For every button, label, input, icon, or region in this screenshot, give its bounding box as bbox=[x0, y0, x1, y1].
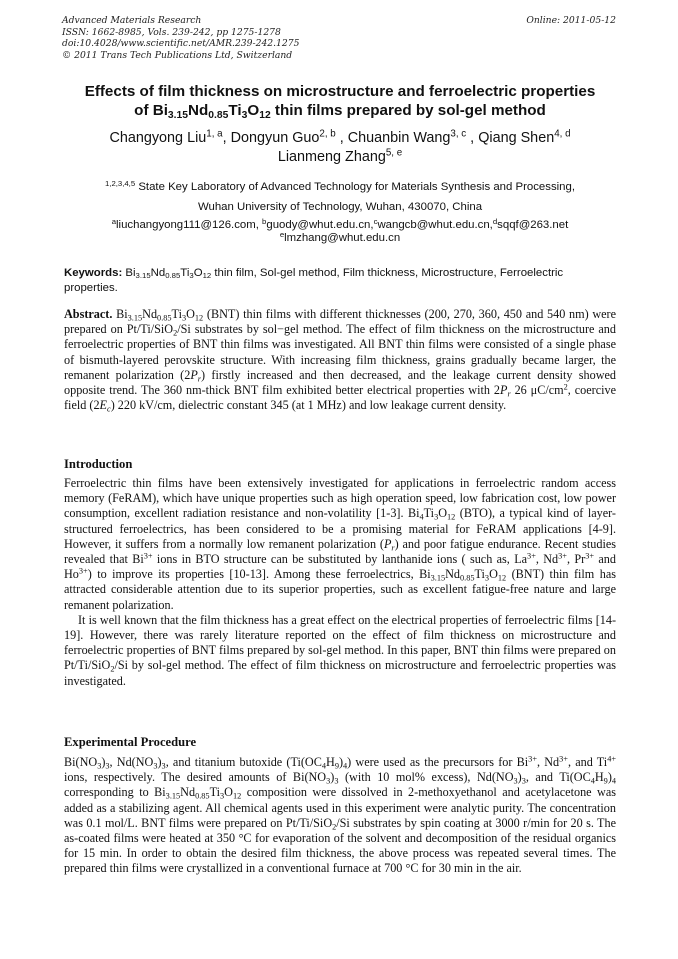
author-emails: $^a$liuchangyong111@126.com, $^b$guody@whut.edu.cn,$^c$wangcb@whut.edu.cn,$^d$sqqf@263.net $^e$lmzhang@whut.edu.cn bbox=[111, 216, 569, 244]
abstract: Abstract. $Bi_{3.15}Nd_{0.85}Ti_3O_{12}$ (BNT) thin films with different thicknesses (200, 270, 360, 450 and 540 nm) were prepared on Pt/Ti/SiO$_2$/Si substrates by sol−gel method. The effect of film thickness on the microstructure and ferroelectric properties of BNT thin films was investigated. All BNT thin films were consisted of a single phase of bismuth-layered perovskite structure. With increasing film thickness, grains gradually became larger, the remanent polarization $(2P_r)$ firstly increased and then decreased, and the leakage current density showed opposite trend. The 360 nm-thick BNT film exhibited better electrical properties with $2P_r$ 26 $\mu C/cm^2$, coercive field $(2E_c)$ 220 kV/cm, dielectric constant 345 (at 1 MHz) and low leakage current density. bbox=[64, 307, 617, 414]
author-list: Changyong Liu$^{1, a}$, Dongyun Guo$^{2, b}$ , Chuanbin Wang$^{3, c}$ , Qiang Shen$^{4, d}$ Lianmeng Zhang$^{5, e}$ bbox=[109, 128, 571, 165]
issn-line: ISSN: 1662-8985, Vols. 239-242, pp 1275-1278 bbox=[62, 26, 281, 38]
email-d: sqqf@263.net bbox=[497, 219, 569, 231]
paragraph: $Bi(NO_3)_3$, $Nd(NO_3)_3$, and titanium butoxide $(Ti(OC_4H_9)_4)$ were used as the precursors for $Bi^{3+}$, $Nd^{3+}$, and $Ti^{4+}$ ions, respectively. The desired amounts of $Bi(NO_3)_3$ (with 10 mol% excess), $Nd(NO_3)_3$, and $Ti(OC_4H_9)_4$ corresponding to $Bi_{3.15}Nd_{0.85}Ti_3O_{12}$ composition were dissolved in 2-methoxyethanol and acetylacetone was added as a stabilizing agent. All chemical agents used in this experiment were analytic purity. The concentration was 0.1 mol/L. BNT films were prepared on Pt/Ti/SiO$_2$/Si substrates by spin coating at 3000 r/min for 20 s. The as-coated films were heated at 350 °C for evaporation of the solvent and decomposition of the residual organics for 15 min. In order to obtain the desired film thickness, the above process was repeated several times. The prepared thin films were crystallized in a conventional furnace at 700 °C for 30 min in the air. bbox=[64, 754, 617, 876]
email-a: liuchangyong111@126.com, bbox=[116, 219, 263, 231]
doi-line: doi:10.4028/www.scientific.net/AMR.239-242.1275 bbox=[62, 38, 300, 49]
online-date: Online: 2011-05-12 bbox=[526, 15, 616, 26]
paragraph: Ferroelectric thin films have been extensively investigated for applications in ferroelectric random access memory (FeRAM), which have unique properties such as high operation speed, low fabrication cost, low power consumption, excellent radiation resistance and non-volatility [1-3]. $Bi_4Ti_3O_{12}$ (BTO), a typical kind of layer-structured ferroelectrics, has been considered to be a promising material for FeRAM applications [4-9]. However, it suffers from a normally low remanent polarization $(P_r)$ and poor fatigue endurance. Recent studies revealed that $Bi^{3+}$ ions in BTO structure can be substituted by lanthanide ions ( such as, $La^{3+}$, $Nd^{3+}$, $Pr^{3+}$ and $Ho^{3+}$) to improve its properties [10-13]. Among these ferroelectrics, $Bi_{3.15}Nd_{0.85}Ti_3O_{12}$ (BNT) thin film has attracted considerable attention due to its superior properties, such as excellent fatigue-free nature and large remanent polarization. bbox=[64, 476, 616, 612]
section-heading-introduction: Introduction bbox=[64, 457, 133, 471]
email-e: lmzhang@whut.edu.cn bbox=[284, 232, 401, 244]
keywords: Keywords: $Bi_{3.15}Nd_{0.85}Ti_3O_{12}$ thin film, Sol-gel method, Film thickness, Microstructure, Ferroelectric properties. bbox=[64, 267, 564, 294]
author-name: Dongyun Guo bbox=[230, 130, 320, 146]
experimental-body bbox=[64, 755, 616, 877]
journal-name: Advanced Materials Research bbox=[62, 15, 202, 26]
affiliation: $^{1,2,3,4,5}$ State Key Laboratory of Advanced Technology for Materials Synthesis and Processing, Wuhan University of Technology, Wuhan, 430070, China bbox=[104, 178, 576, 213]
title-line-2: of $Bi_{3.15}Nd_{0.85}Ti_3O_{12}$ thin films prepared by sol-gel method bbox=[134, 102, 546, 121]
author-name: Chuanbin Wang bbox=[347, 130, 451, 146]
journal-header bbox=[62, 15, 616, 61]
introduction-body bbox=[64, 476, 616, 689]
author-name: Qiang Shen bbox=[478, 130, 555, 146]
author-name: Changyong Liu bbox=[109, 130, 207, 146]
copyright-line: © 2011 Trans Tech Publications Ltd, Switzerland bbox=[62, 49, 293, 61]
email-c: wangcb@whut.edu.cn, bbox=[377, 219, 493, 231]
paper-title bbox=[40, 82, 640, 120]
section-heading-experimental: Experimental Procedure bbox=[64, 735, 197, 749]
email-b: guody@whut.edu.cn, bbox=[266, 219, 374, 231]
author-name: Lianmeng Zhang bbox=[277, 149, 386, 165]
title-line-1: Effects of film thickness on microstructure and ferroelectric properties bbox=[84, 83, 596, 100]
paragraph: It is well known that the film thickness has a great effect on the electrical properties of ferroelectric films [14-19]. However, there was rarely literature reported on the effect of film thickness on microstructure and ferroelectric properties of BNT films prepared by sol-gel method. In this paper, BNT thin films were prepared on Pt/Ti/SiO$_2$/Si by sol-gel method. The effect of film thickness on microstructure and ferroelectric properties was investigated. bbox=[64, 612, 616, 688]
